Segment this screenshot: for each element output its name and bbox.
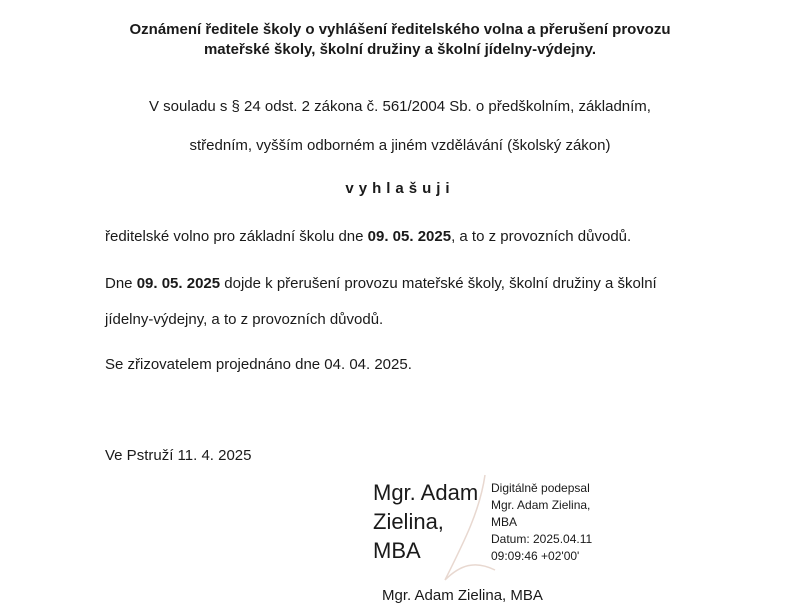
intro-line-2: středním, vyšším odborném a jiném vzdělávání (školský zákon) <box>189 137 611 154</box>
signature-name-line-3: MBA <box>373 538 421 563</box>
p2-text-after: dojde k přerušení provozu mateřské školy, školní družiny a školní <box>220 275 657 292</box>
place-date: Ve Pstruží 11. 4. 2025 <box>105 447 252 464</box>
document-title <box>80 20 720 60</box>
digital-signature-line-5: 09:09:46 +02'00' <box>491 549 580 563</box>
p2-text-before: Dne <box>105 275 137 292</box>
signature-footer-name: Mgr. Adam Zielina, MBA <box>382 587 543 604</box>
digital-signature-line-3: MBA <box>491 515 518 529</box>
signature-name-line-1: Mgr. Adam <box>373 480 479 505</box>
paragraph-2-line-2: jídelny-výdejny, a to z provozních důvodů. <box>105 311 384 328</box>
p1-text-after: , a to z provozních důvodů. <box>451 228 632 245</box>
p1-text-before: ředitelské volno pro základní školu dne <box>105 228 368 245</box>
p1-date: 09. 05. 2025 <box>367 228 452 245</box>
intro-line-1: V souladu s § 24 odst. 2 zákona č. 561/2004 Sb. o předškolním, základním, <box>149 98 651 115</box>
digital-signature-line-1: Digitálně podepsal <box>491 481 590 495</box>
paragraph-2-line-1 <box>105 274 657 294</box>
declaration-word: vyhlašuji <box>345 180 455 197</box>
digital-signature-line-2: Mgr. Adam Zielina, <box>491 498 591 512</box>
signature-name-large <box>373 478 498 565</box>
title-line-1: Oznámení ředitele školy o vyhlášení ředitelského volna a přerušení provozu <box>129 21 671 38</box>
digital-signature-block <box>491 480 651 565</box>
signature-name-line-2: Zielina, <box>373 509 444 534</box>
paragraph-3: Se zřizovatelem projednáno dne 04. 04. 2025. <box>105 356 412 373</box>
title-line-2: mateřské školy, školní družiny a školní jídelny-výdejny. <box>203 41 597 58</box>
paragraph-1 <box>105 227 631 247</box>
digital-signature-line-4: Datum: 2025.04.11 <box>491 532 593 546</box>
p2-date: 09. 05. 2025 <box>136 275 221 292</box>
